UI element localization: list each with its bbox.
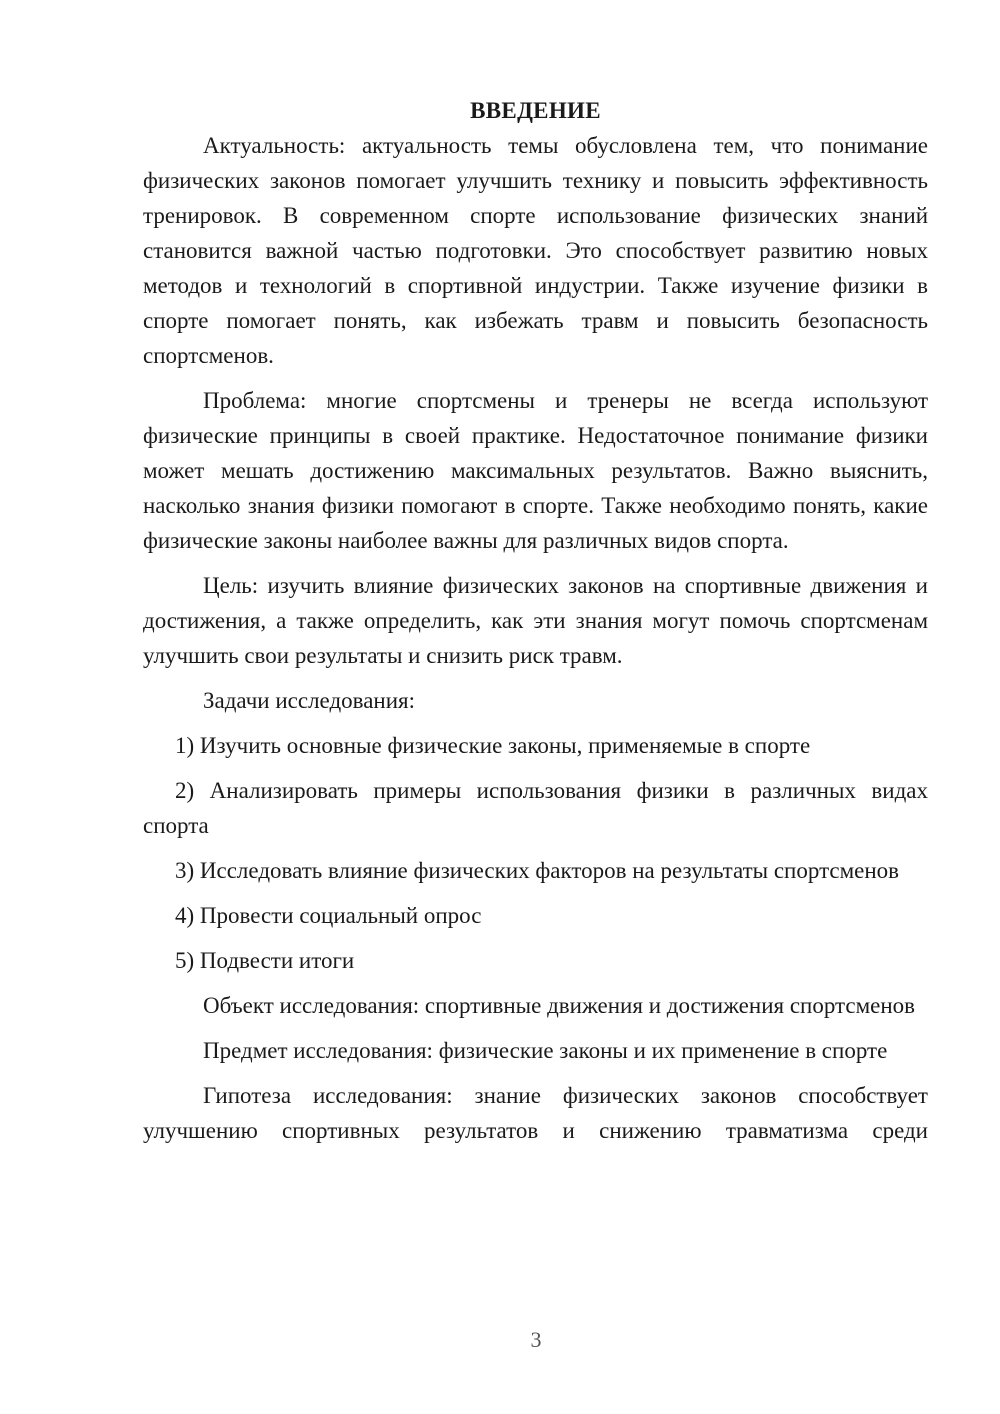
problem-paragraph: Проблема: многие спортсмены и тренеры не всегда используют физические принципы в своей практике. Недостаточное понимание физики может мешать достижению максимальных результатов. Важно выяснить, насколько знания физики помогают в спорте. Также необходимо понять, какие физические законы наиболее важны для различных видов спорта. bbox=[143, 388, 928, 553]
list-item: 3) Исследовать влияние физических факторов на результаты спортсменов bbox=[175, 858, 900, 883]
list-item: 4) Провести социальный опрос bbox=[175, 903, 482, 928]
list-item: 1) Изучить основные физические законы, применяемые в спорте bbox=[175, 733, 811, 758]
goal-paragraph: Цель: изучить влияние физических законов на спортивные движения и достижения, а также определить, как эти знания могут помочь спортсменам улучшить свои результаты и снизить риск травм. bbox=[143, 573, 928, 668]
object-paragraph: Объект исследования: спортивные движения и достижения спортсменов bbox=[203, 993, 916, 1018]
list-item: 5) Подвести итоги bbox=[175, 948, 355, 973]
subject-paragraph: Предмет исследования: физические законы и их применение в спорте bbox=[203, 1038, 888, 1063]
hypothesis-paragraph: Гипотеза исследования: знание физических законов способствует улучшению спортивных результатов и снижению травматизма среди bbox=[143, 1083, 928, 1143]
tasks-heading: Задачи исследования: bbox=[203, 688, 416, 713]
page-number: 3 bbox=[530, 1327, 542, 1352]
page-title: ВВЕДЕНИЕ bbox=[470, 98, 601, 123]
relevance-paragraph: Актуальность: актуальность темы обусловлена тем, что понимание физических законов помогает улучшить технику и повысить эффективность тренировок. В современном спорте использование физических знаний становится важной частью подготовки. Это способствует развитию новых методов и технологий в спортивной индустрии. Также изучение физики в спорте помогает понять, как избежать травм и повысить безопасность спортсменов. bbox=[143, 133, 928, 368]
tasks-list bbox=[143, 728, 928, 978]
document-page bbox=[143, 93, 928, 1158]
list-item: 2) Анализировать примеры использования физики в различных видах спорта bbox=[143, 778, 928, 838]
